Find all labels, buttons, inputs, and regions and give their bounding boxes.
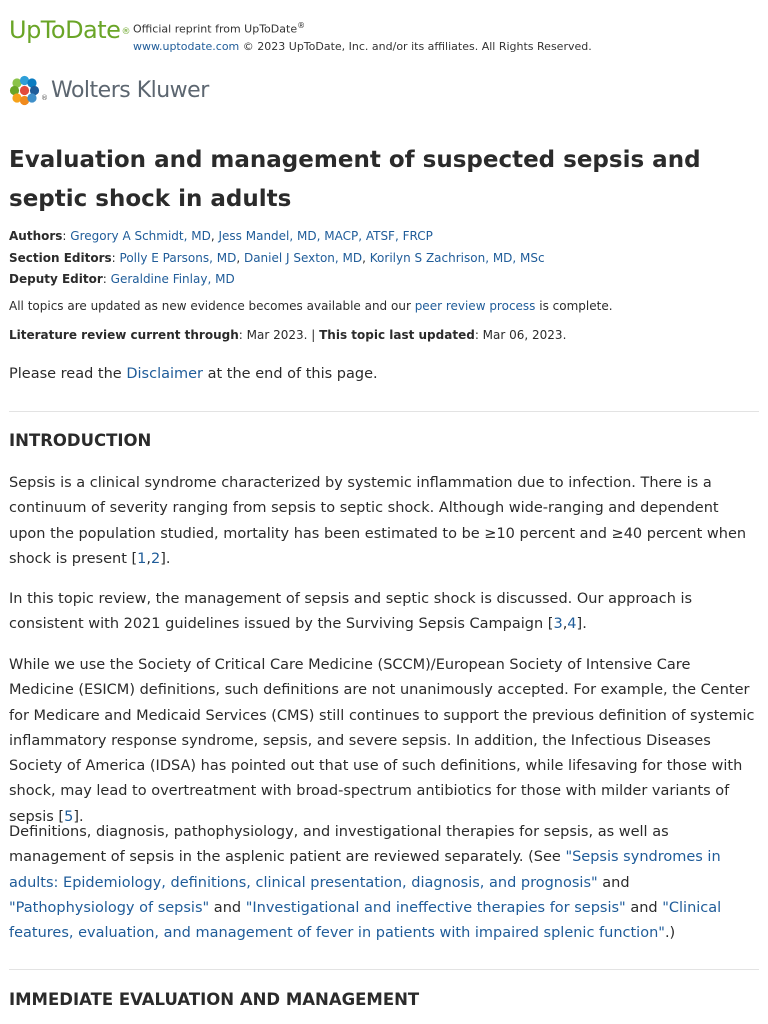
- divider: [9, 411, 759, 412]
- lit-review-value: : Mar 2023. |: [238, 328, 320, 342]
- topic-link-fever-splenic[interactable]: "Clinical features, evaluation, and management of fever in patients with impaired splenic function": [9, 899, 722, 942]
- section-editors-label: Section Editors: [9, 251, 112, 265]
- section-heading-immediate-evaluation: IMMEDIATE EVALUATION AND MANAGEMENT: [9, 990, 420, 1009]
- reference-link[interactable]: 4: [567, 616, 577, 633]
- reprint-text: Official reprint from UpToDate: [133, 22, 298, 36]
- authors-label: Authors: [9, 229, 63, 243]
- section-editor-link[interactable]: Daniel J Sexton, MD: [243, 251, 363, 265]
- deputy-editor-label: Deputy Editor: [9, 272, 103, 286]
- intro-paragraph-2: In this topic review, the management of sepsis and septic shock is discussed. Our approach is consistent with 2021 guidelines issued by the Surviving Sepsis Campaign [3,4].: [9, 591, 693, 633]
- reference-link[interactable]: 5: [64, 808, 74, 825]
- section-editor-link[interactable]: Polly E Parsons, MD: [119, 251, 237, 265]
- intro-paragraph-3: While we use the Society of Critical Care Medicine (SCCM)/European Society of Intensive Care Medicine (ESICM) definitions, such definitions are not unanimously accepted. For example, the Center for Medicare and Medicaid Services (CMS) still continues to support the previous definition of systemic inflammatory response syndrome, sepsis, and severe sepsis. In addition, the Infectious Diseases Society of America (IDSA) has pointed out that use of such definitions, while lifesaving for those with shock, may lead to overtreatment with broad-spectrum antibiotics for those with milder variants of sepsis [5].: [9, 657, 755, 825]
- intro-paragraph-1: Sepsis is a clinical syndrome characterized by systemic inflammation due to infection. There is a continuum of severity ranging from sepsis to septic shock. Although wide-ranging and dependent upon the population studied, mortality has been estimated to be ≥10 percent and ≥40 percent when shock is present [1,2].: [9, 475, 747, 567]
- publisher-registered-mark: ®: [41, 94, 48, 102]
- wolters-kluwer-mark-icon: [9, 75, 40, 106]
- author-link[interactable]: Jess Mandel, MD, MACP, ATSF, FRCP: [218, 229, 433, 243]
- wolters-kluwer-logo: [9, 75, 209, 106]
- update-note: All topics are updated as new evidence becomes available and our peer review process is complete.: [9, 299, 613, 313]
- registered-mark: ®: [121, 27, 130, 37]
- lit-review-label: Literature review current through: [9, 328, 239, 342]
- reference-link[interactable]: 1: [137, 550, 147, 567]
- uptodate-logo-text: UpToDate: [9, 16, 121, 44]
- topic-link-sepsis-syndromes[interactable]: "Sepsis syndromes in adults: Epidemiology, definitions, clinical presentation, diagnosis, and prognosis": [9, 849, 721, 891]
- article-title: Evaluation and management of suspected sepsis and septic shock in adults: [9, 147, 701, 212]
- disclaimer-link[interactable]: Disclaimer: [126, 366, 204, 382]
- divider: [9, 969, 759, 970]
- last-updated-label: This topic last updated: [319, 328, 475, 342]
- last-updated-value: : Mar 06, 2023.: [474, 328, 567, 342]
- intro-paragraph-4: Definitions, diagnosis, pathophysiology, and investigational therapies for sepsis, as well as management of sepsis in the asplenic patient are reviewed separately. (See "Sepsis syndromes in adults: Epidemiology, definitions, clinical presentation, diagnosis, and prognosis" and "Pathophysiology of sepsis" and "Investigational and ineffective therapies for sepsis" and "Clinical features, evaluation, and management of fever in patients with impaired splenic function".): [9, 824, 722, 942]
- section-editor-link[interactable]: Korilyn S Zachrison, MD, MSc: [369, 251, 545, 265]
- reference-link[interactable]: 3: [553, 616, 563, 633]
- topic-link-pathophysiology[interactable]: "Pathophysiology of sepsis": [9, 899, 210, 916]
- authors-line: Authors: Gregory A Schmidt, MD, Jess Mandel, MD, MACP, ATSF, FRCP: [9, 229, 433, 243]
- deputy-editor-line: Deputy Editor: Geraldine Finlay, MD: [9, 272, 235, 286]
- section-editors-line: Section Editors: Polly E Parsons, MD, Daniel J Sexton, MD, Korilyn S Zachrison, MD, MSc: [9, 251, 545, 265]
- author-link[interactable]: Gregory A Schmidt, MD: [70, 229, 211, 243]
- deputy-editor-link[interactable]: Geraldine Finlay, MD: [110, 272, 235, 286]
- peer-review-link[interactable]: peer review process: [414, 299, 536, 313]
- reference-link[interactable]: 2: [151, 550, 161, 567]
- uptodate-logo[interactable]: [9, 14, 130, 46]
- reprint-registered-mark: ®: [297, 21, 306, 30]
- uptodate-site-link[interactable]: www.uptodate.com: [133, 39, 240, 53]
- wolters-kluwer-text: Wolters Kluwer: [51, 78, 209, 103]
- reprint-notice: [133, 17, 592, 55]
- disclaimer-note: Please read the Disclaimer at the end of this page.: [9, 366, 378, 382]
- copyright-text: © 2023 UpToDate, Inc. and/or its affiliates. All Rights Reserved.: [239, 39, 592, 53]
- topic-link-investigational-therapies[interactable]: "Investigational and ineffective therapies for sepsis": [245, 899, 626, 916]
- review-dates: [9, 326, 566, 344]
- section-heading-introduction: INTRODUCTION: [9, 431, 152, 450]
